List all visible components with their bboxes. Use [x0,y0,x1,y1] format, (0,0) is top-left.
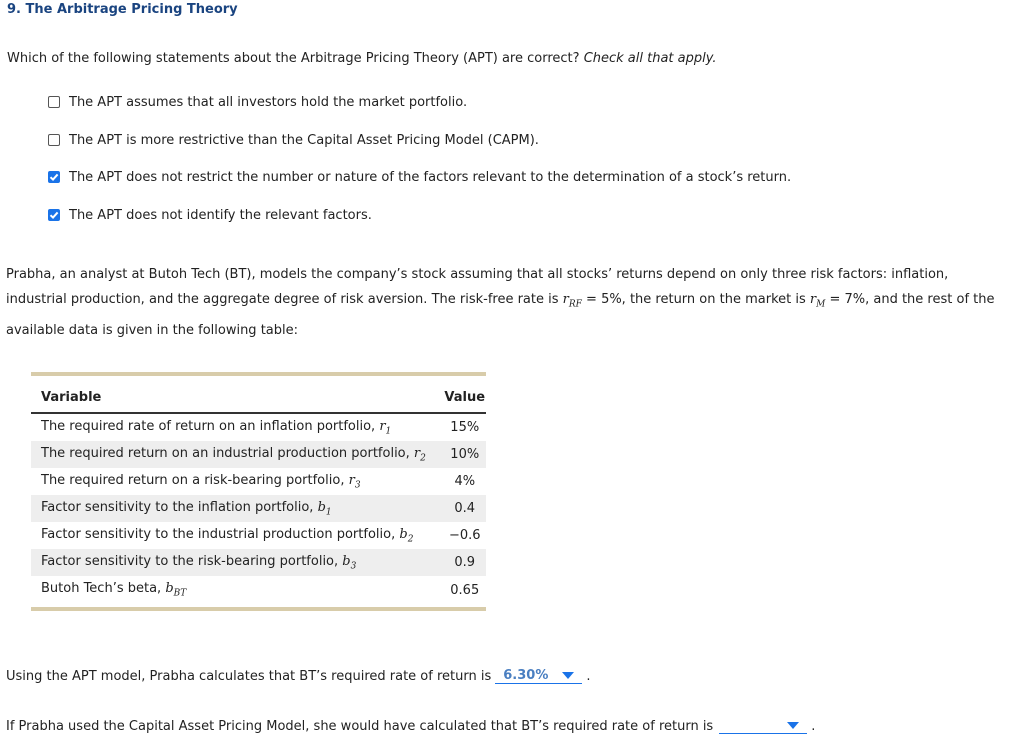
capm-return-dropdown[interactable] [719,717,807,734]
variable-cell: Factor sensitivity to the industrial production portfolio, $b_2$ [41,526,414,545]
table-row [31,495,486,522]
value-cell: 15% [450,420,480,435]
capm-sentence [6,717,815,734]
option-3-label: The APT does not restrict the number or nature of the factors relevant to the determination of a stock’s return. [69,169,792,185]
paragraph-text-3: = 7%, and the rest of the available data is given in the following table: [6,292,995,338]
checkbox-4[interactable] [48,209,60,221]
checkbox-2[interactable] [48,134,60,146]
value-cell: 0.4 [444,495,486,522]
value-cell: −0.6 [448,528,481,543]
option-2[interactable] [48,131,539,149]
question-title: 9. The Arbitrage Pricing Theory [7,2,238,17]
variable-symbol: $r_1$ [379,418,392,437]
header-value: Value [444,376,486,413]
option-1-label: The APT assumes that all investors hold the market portfolio. [69,94,468,110]
dropdown-arrow-icon [562,672,574,679]
variable-cell: The required rate of return on an inflation portfolio, $r_1$ [41,418,392,437]
variable-cell: The required return on an industrial production portfolio, $r_2$ [31,441,444,468]
variable-symbol: $b_1$ [317,499,332,518]
paragraph-text-1: Prabha, an analyst at Butoh Tech (BT), models the company’s stock assuming that all stocks’ returns depend on only three risk factors: inflation, industrial production, and the aggregate degree of risk aversion. The risk-free rate is [6,267,949,307]
variable-symbol: $b_3$ [342,553,357,572]
table-bottom-bar [31,607,486,611]
table-row [31,441,486,468]
table-row [31,468,486,495]
variable-symbol: $b_{BT}$ [165,581,187,599]
option-4[interactable] [48,206,372,224]
option-2-label: The APT is more restrictive than the Capital Asset Pricing Model (CAPM). [69,132,539,148]
dropdown-arrow-icon [787,722,799,729]
header-variable: Variable [31,376,444,413]
table-row [31,576,486,604]
variable-cell: Factor sensitivity to the inflation portfolio, $b_1$ [31,495,444,522]
option-3[interactable] [48,168,791,186]
apt-return-dropdown[interactable] [495,667,582,684]
question-instruction: Check all that apply. [583,51,717,66]
variable-symbol: $b_2$ [399,526,414,545]
value-cell: 0.65 [450,582,480,598]
apt-return-value: 6.30% [503,668,549,683]
apt-sentence [6,667,591,684]
capm-sentence-text: If Prabha used the Capital Asset Pricing Model, she would have calculated that BT’s required rate of return is [6,719,714,734]
capm-sentence-end: . [811,719,816,734]
variable-symbol: $r_2$ [413,445,426,464]
problem-paragraph [6,262,1006,343]
market-return-symbol: $r_M$ [809,292,826,310]
checkbox-1[interactable] [48,96,60,108]
risk-free-symbol: $r_{RF}$ [562,292,582,310]
option-4-label: The APT does not identify the relevant factors. [69,207,372,223]
value-cell: 0.9 [444,549,486,576]
paragraph-text-2: = 5%, the return on the market is [581,292,810,307]
variable-symbol: $r_3$ [348,472,361,491]
table-row [31,522,486,549]
table-row [31,413,486,441]
data-table [31,372,486,611]
variable-cell: Butoh Tech’s beta, $b_{BT}$ [41,581,187,599]
variable-cell: The required return on a risk-bearing portfolio, $r_3$ [41,472,361,491]
question-text: Which of the following statements about the Arbitrage Pricing Theory (APT) are correct? [7,51,580,66]
variable-cell: Factor sensitivity to the risk-bearing portfolio, $b_3$ [31,549,444,576]
apt-sentence-text: Using the APT model, Prabha calculates that BT’s required rate of return is [6,669,492,684]
apt-sentence-end: . [586,669,591,684]
option-1[interactable] [48,93,467,111]
value-cell: 10% [444,441,486,468]
table-row [31,549,486,576]
question-prompt [7,51,717,66]
value-cell: 4% [454,474,476,489]
checkbox-3[interactable] [48,171,60,183]
